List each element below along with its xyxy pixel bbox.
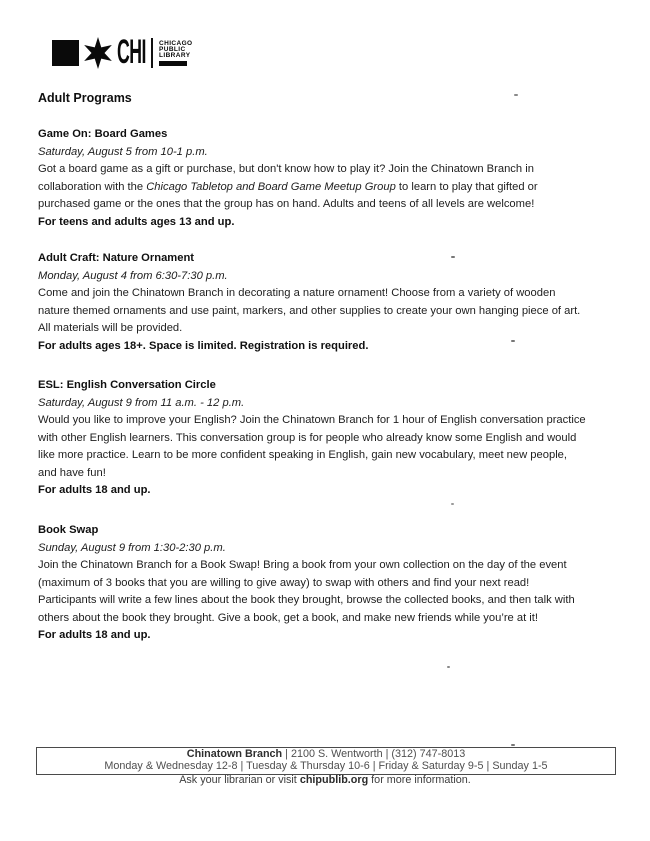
program-date: Monday, August 4 from 6:30-7:30 p.m. (38, 269, 228, 282)
logo-org-name (159, 41, 193, 66)
program-description-line: Join the Chinatown Branch for a Book Swap! Bring a book from your own collection on the day of the event (38, 559, 567, 571)
program-description-line: and have fun! (38, 466, 106, 479)
program-section-book-swap (38, 522, 628, 645)
footer-note (0, 774, 650, 787)
program-description-line: purchased game or the ones that the group has on hand. Adults and teens of all levels are welcome! (38, 198, 535, 210)
branch-name: Chinatown Branch (186, 748, 283, 760)
program-description-line: Would you like to improve your English? Join the Chinatown Branch for 1 hour of English conversation practice (38, 414, 586, 426)
scan-artifact (514, 94, 518, 96)
logo-org-line: CHICAGO (159, 39, 193, 47)
logo-org-line: PUBLIC (159, 45, 186, 53)
scan-artifact (511, 340, 515, 342)
logo-underline-bar (159, 61, 187, 66)
program-description-line: All materials will be provided. (38, 322, 183, 334)
program-description-line: like more practice. Learn to be more confident speaking in English, gain new vocabulary, meet new people, (38, 449, 568, 461)
program-audience: For adults ages 18+. Space is limited. Registration is required. (38, 339, 369, 352)
branch-info-box (36, 747, 616, 775)
program-section-esl-circle (38, 377, 628, 500)
logo-square (52, 40, 79, 66)
scan-artifact (511, 744, 515, 746)
program-description-line: nature themed ornaments and use paint, markers, and other supplies to create your own hanging piece of art. (38, 304, 581, 317)
program-section-game-on (38, 126, 628, 231)
program-description-line: others about the book they brought. Give a book, get a book, and make new friends while you’re at it! (38, 611, 539, 624)
logo-wordmark: CHI (117, 32, 146, 71)
program-date: Saturday, August 5 from 10-1 p.m. (38, 145, 208, 158)
program-description-line: (maximum of 3 books that you are willing to give away) to swap with others and find your next read! (38, 576, 530, 589)
program-description-line: Participants will write a few lines about the book they brought, browse the collected books, and then talk with (38, 594, 575, 606)
desc-text: collaboration with the (38, 180, 147, 193)
program-title: ESL: English Conversation Circle (38, 379, 216, 391)
program-audience: For teens and adults ages 13 and up. (38, 215, 235, 228)
program-description-line (38, 179, 628, 197)
program-title: Adult Craft: Nature Ornament (38, 252, 195, 264)
cpl-logo (52, 32, 193, 71)
logo-org-line: LIBRARY (159, 51, 191, 59)
program-section-adult-craft (38, 250, 628, 355)
program-title: Book Swap (38, 524, 99, 536)
scan-artifact (451, 503, 454, 505)
program-audience: For adults 18 and up. (38, 629, 151, 641)
footer-note-text: Ask your librarian or visit (179, 774, 300, 786)
page-title: Adult Programs (38, 91, 132, 105)
scan-artifact (447, 666, 450, 668)
library-website: chipublib.org (299, 774, 369, 786)
logo-divider (151, 38, 153, 68)
branch-address-phone: | 2100 S. Wentworth | (312) 747-8013 (282, 748, 466, 760)
program-audience: For adults 18 and up. (38, 484, 151, 496)
branch-hours-line: Monday & Wednesday 12-8 | Tuesday & Thursday 10-6 | Friday & Saturday 9-5 | Sunday 1-5 (104, 759, 548, 772)
program-date: Saturday, August 9 from 11 a.m. - 12 p.m. (38, 396, 245, 409)
footer-note-text: for more information. (368, 774, 471, 786)
program-description-line: Come and join the Chinatown Branch in decorating a nature ornament! Choose from a variety of wooden (38, 287, 556, 299)
meetup-group-name: Chicago Tabletop and Board Game Meetup Group (146, 180, 396, 193)
program-title: Game On: Board Games (38, 128, 168, 140)
chicago-star-icon (81, 36, 115, 70)
program-description-line: Got a board game as a gift or purchase, but don't know how to play it? Join the Chinatown Branch in (38, 163, 534, 175)
program-date: Sunday, August 9 from 1:30-2:30 p.m. (38, 541, 226, 554)
scan-artifact (451, 256, 455, 258)
program-description-line: with other English learners. This conversation group is for people who already know some English and would (38, 431, 577, 444)
desc-text: to learn to play that gifted or (395, 180, 538, 193)
